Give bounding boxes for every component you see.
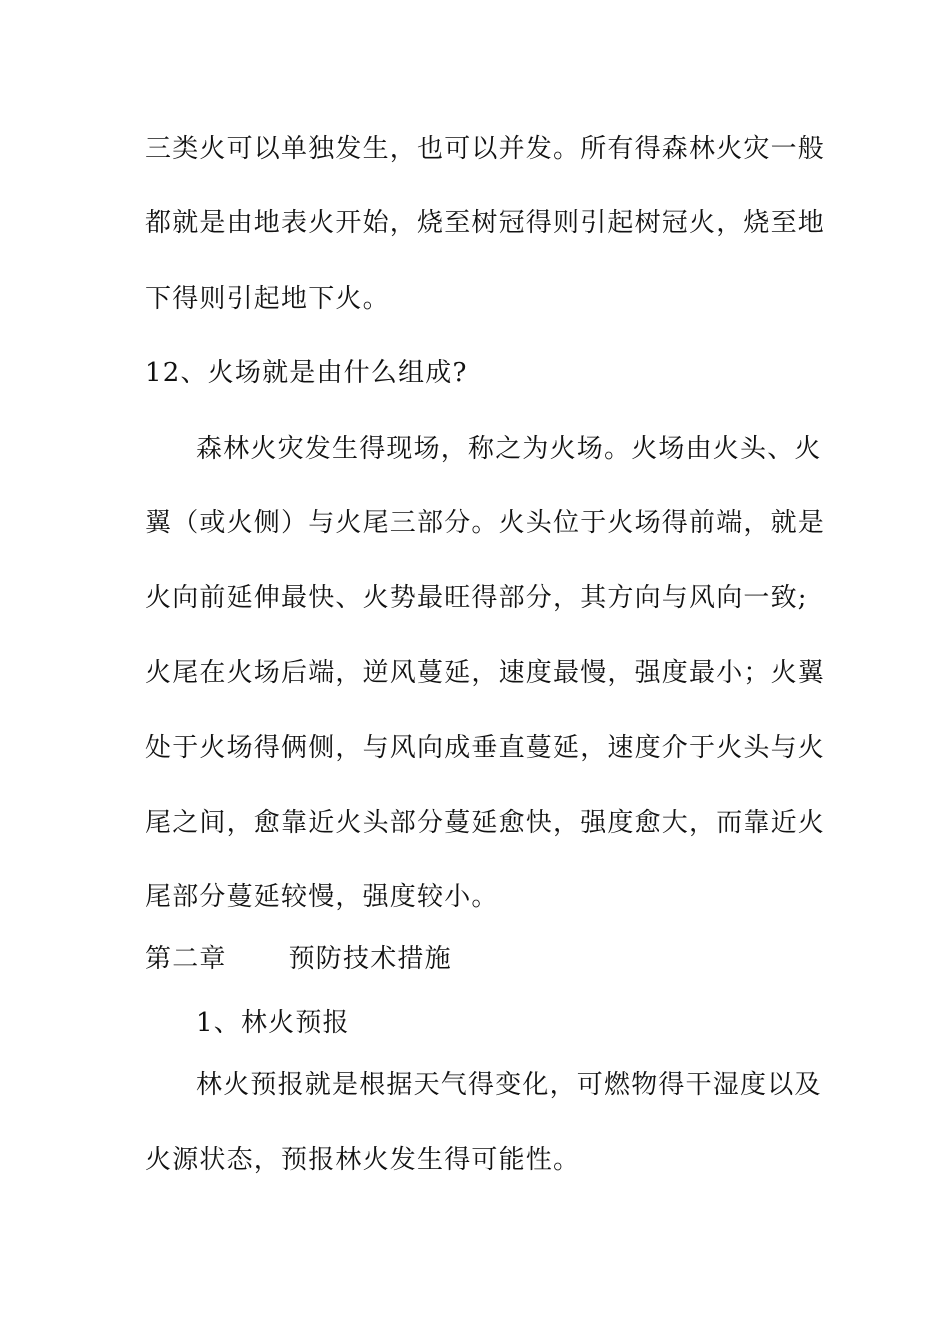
paragraph-line: 林火预报就是根据天气得变化，可燃物得干湿度以及 <box>196 1070 822 1100</box>
question-heading: 12、火场就是由什么组成? <box>145 358 468 388</box>
paragraph-line: 火尾在火场后端，逆风蔓延，速度最慢，强度最小；火翼 <box>145 658 826 688</box>
paragraph-line: 处于火场得俩侧，与风向成垂直蔓延，速度介于火头与火 <box>145 733 826 763</box>
paragraph-line: 火源状态，预报林火发生得可能性。 <box>145 1145 581 1175</box>
paragraph-line: 尾部分蔓延较慢，强度较小。 <box>145 882 499 912</box>
chapter-title: 预防技术措施 <box>288 944 452 974</box>
paragraph-line: 尾之间，愈靠近火头部分蔓延愈快，强度愈大，而靠近火 <box>145 808 826 838</box>
paragraph-line: 都就是由地表火开始，烧至树冠得则引起树冠火，烧至地 <box>145 208 826 238</box>
paragraph-line: 翼（或火侧）与火尾三部分。火头位于火场得前端，就是 <box>145 508 826 538</box>
chapter-label: 第二章 <box>145 944 227 974</box>
paragraph-line: 火向前延伸最快、火势最旺得部分，其方向与风向一致; <box>145 583 808 613</box>
paragraph-line: 森林火灾发生得现场，称之为火场。火场由火头、火 <box>196 434 822 464</box>
paragraph-line: 三类火可以单独发生，也可以并发。所有得森林火灾一般 <box>145 134 826 164</box>
paragraph-line: 下得则引起地下火。 <box>145 284 390 314</box>
chapter-heading <box>145 944 452 974</box>
section-heading: 1、林火预报 <box>196 1008 350 1038</box>
